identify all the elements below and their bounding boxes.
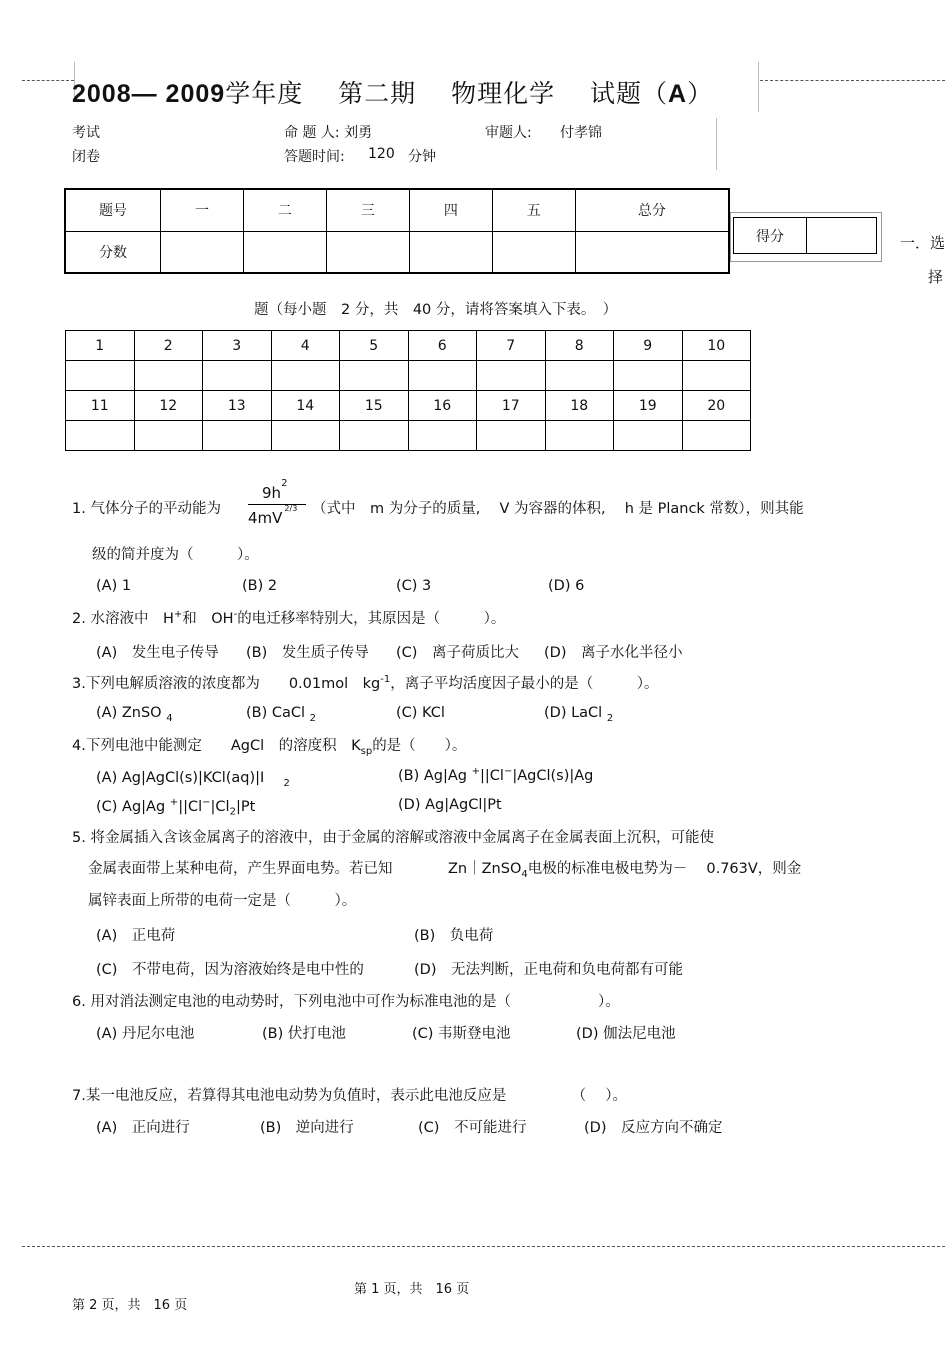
q1-option-b[interactable]: (B) 2 xyxy=(242,578,278,594)
q1-num-sup: 2 xyxy=(281,478,288,489)
q3-text-a: 3.下列电解质溶液的浓度都为 0.01mol kg xyxy=(72,676,381,692)
score-row-label: 分数 xyxy=(65,231,161,273)
answer-input-cell[interactable] xyxy=(66,421,135,451)
q4-option-b-sup2: − xyxy=(503,766,513,777)
q6-option-c[interactable]: (C) 韦斯登电池 xyxy=(412,1026,511,1042)
q7-option-d[interactable]: (D) 反应方向不确定 xyxy=(584,1120,723,1136)
q3-option-a-sub: 4 xyxy=(166,712,173,724)
exam-label: 考试 xyxy=(72,125,100,141)
answer-number-cell: 6 xyxy=(408,331,477,361)
top-right-dashed-line xyxy=(760,80,945,81)
answer-number-cell: 15 xyxy=(340,391,409,421)
q7-option-a[interactable]: (A) 正向进行 xyxy=(96,1120,190,1136)
answer-number-cell: 1 xyxy=(66,331,135,361)
side-score-box xyxy=(733,217,877,254)
setter-label: 命 题 人: 刘勇 xyxy=(284,125,373,141)
answer-input-cell[interactable] xyxy=(545,421,614,451)
q4-option-c[interactable] xyxy=(96,797,255,818)
answer-input-cell[interactable] xyxy=(408,421,477,451)
q4-option-a-text: (A) Ag|AgCl(s)|KCl(aq)|I xyxy=(96,770,265,786)
q4-option-c-a: (C) Ag|Ag xyxy=(96,798,166,815)
q1-prefix: 1. 气体分子的平动能为 xyxy=(72,501,221,517)
q2-text-a: 2. 水溶液中 H xyxy=(72,611,174,627)
q1-line2: 级的简并度为（ ）。 xyxy=(92,547,259,563)
q2-option-a[interactable]: (A) 发生电子传导 xyxy=(96,645,219,661)
score-header-cell: 五 xyxy=(492,189,575,231)
answer-input-cell[interactable] xyxy=(134,421,203,451)
q4-option-a-sub: 2 xyxy=(283,777,290,789)
answer-input-cell[interactable] xyxy=(271,361,340,391)
q4-text-a: 4.下列电池中能测定 AgCl 的溶度积 K xyxy=(72,738,361,754)
answer-input-cell[interactable] xyxy=(340,361,409,391)
q5-line2b: Zn｜ZnSO xyxy=(448,861,522,877)
page-number-left: 第 2 页，共 16 页 xyxy=(72,1298,188,1313)
side-score-cell[interactable] xyxy=(807,218,877,254)
score-cell[interactable] xyxy=(492,231,575,273)
reviewer-label: 审题人: xyxy=(485,125,532,141)
q1-numerator xyxy=(262,478,288,502)
answer-input-cell[interactable] xyxy=(203,361,272,391)
q2-option-d[interactable]: (D) 离子水化半径小 xyxy=(544,645,683,661)
q3-option-d-sub: 2 xyxy=(606,712,614,724)
score-cell[interactable] xyxy=(326,231,409,273)
q4-option-b-c: |AgCl(s)|Ag xyxy=(512,767,594,784)
section-side-label-1: 一．选 xyxy=(900,234,946,252)
q2-sup-plus: + xyxy=(173,609,183,621)
answer-input-cell[interactable] xyxy=(66,361,135,391)
q2-option-b[interactable]: (B) 发生质子传导 xyxy=(246,645,369,661)
q4-option-b-sup: + xyxy=(471,766,481,777)
answer-input-cell[interactable] xyxy=(682,361,751,391)
q5-option-c[interactable]: (C) 不带电荷，因为溶液始终是电中性的 xyxy=(96,962,364,978)
q5-line2a: 金属表面带上某种电荷，产生界面电势。若已知 xyxy=(88,861,393,877)
q1-fraction-bar xyxy=(248,504,306,505)
score-header-cell: 总分 xyxy=(575,189,729,231)
answer-input-cell[interactable] xyxy=(271,421,340,451)
q4-option-c-sup2: − xyxy=(202,797,211,808)
q2-text-c: 的电迁移率特别大，其原因是（ ）。 xyxy=(237,611,506,627)
answer-number-cell: 2 xyxy=(134,331,203,361)
answer-number-row xyxy=(66,331,751,361)
time-value: 120 xyxy=(368,146,395,162)
q2-stem xyxy=(72,607,505,628)
bottom-dashed-line xyxy=(22,1246,945,1247)
answer-input-cell[interactable] xyxy=(477,421,546,451)
score-header-cell: 题号 xyxy=(65,189,161,231)
answer-number-cell: 19 xyxy=(614,391,683,421)
q6-stem: 6. 用对消法测定电池的电动势时，下列电池中可作为标准电池的是（ ）。 xyxy=(72,994,620,1010)
q3-option-c[interactable]: (C) KCl xyxy=(396,705,445,721)
answer-input-cell[interactable] xyxy=(477,361,546,391)
q6-option-b[interactable]: (B) 伏打电池 xyxy=(262,1026,346,1042)
q3-option-b-text: (B) CaCl xyxy=(246,705,306,721)
q4-sub: sp xyxy=(360,745,373,757)
top-left-dashed-line xyxy=(22,80,74,81)
q3-option-d[interactable] xyxy=(544,705,613,724)
title-version: A xyxy=(668,80,688,108)
answer-input-cell[interactable] xyxy=(614,421,683,451)
q4-option-c-c: |Cl xyxy=(210,798,230,815)
section-side-label-2: 择 xyxy=(928,268,944,286)
q5-option-b[interactable]: (B) 负电荷 xyxy=(414,928,494,944)
title-close: ） xyxy=(687,79,714,108)
answer-input-cell[interactable] xyxy=(408,361,477,391)
score-value-row xyxy=(65,231,729,273)
q3-text-b: ，离子平均活度因子最小的是（ ）。 xyxy=(390,676,659,692)
q2-option-c[interactable]: (C) 离子荷质比大 xyxy=(396,645,519,661)
answer-number-cell: 9 xyxy=(614,331,683,361)
q1-fraction xyxy=(244,478,308,530)
exam-title xyxy=(72,74,713,110)
answer-number-cell: 11 xyxy=(66,391,135,421)
answer-number-cell: 14 xyxy=(271,391,340,421)
q5-line1: 5. 将金属插入含该金属离子的溶液中，由于金属的溶解或溶液中金属离子在金属表面上沉积，可能使 xyxy=(72,830,714,846)
q2-sup-minus: - xyxy=(233,609,238,621)
q6-option-a[interactable]: (A) 丹尼尔电池 xyxy=(96,1026,195,1042)
page-number-center: 第 1 页，共 16 页 xyxy=(354,1282,470,1297)
q1-option-d[interactable]: (D) 6 xyxy=(548,578,585,594)
score-cell[interactable] xyxy=(161,231,244,273)
answer-number-row xyxy=(66,391,751,421)
answer-number-cell: 13 xyxy=(203,391,272,421)
q4-option-b-a: (B) Ag|Ag xyxy=(398,767,468,784)
q4-stem xyxy=(72,734,466,757)
q1-rest: （式中 m 为分子的质量, V 为容器的体积, h 是 Planck 常数），则其能 xyxy=(312,501,804,517)
answer-grid xyxy=(65,330,751,451)
q5-option-d[interactable]: (D) 无法判断，正电荷和负电荷都有可能 xyxy=(414,962,683,978)
side-score-label: 得分 xyxy=(734,218,807,254)
q7-option-b[interactable]: (B) 逆向进行 xyxy=(260,1120,354,1136)
answer-input-cell[interactable] xyxy=(545,361,614,391)
score-cell[interactable] xyxy=(575,231,729,273)
time-unit: 分钟 xyxy=(408,149,436,165)
q4-option-b[interactable] xyxy=(398,766,593,784)
q5-line2-rest xyxy=(448,857,801,880)
answer-number-cell: 20 xyxy=(682,391,751,421)
answer-number-cell: 4 xyxy=(271,331,340,361)
answer-input-cell[interactable] xyxy=(203,421,272,451)
q1-denominator xyxy=(248,504,298,527)
answer-input-cell[interactable] xyxy=(682,421,751,451)
q7-option-c[interactable]: (C) 不可能进行 xyxy=(418,1120,527,1136)
q1-den-text: 4mV xyxy=(248,509,283,527)
q3-stem xyxy=(72,672,658,693)
q4-option-a[interactable] xyxy=(96,766,290,789)
q4-text-b: 的是（ ）。 xyxy=(372,738,467,754)
score-header-row xyxy=(65,189,729,231)
answer-input-row xyxy=(66,361,751,391)
q7-stem: 7.某一电池反应，若算得其电池电动势为负值时，表示此电池反应是 （ ）。 xyxy=(72,1088,627,1104)
answer-input-cell[interactable] xyxy=(614,361,683,391)
answer-input-row xyxy=(66,421,751,451)
answer-input-cell[interactable] xyxy=(134,361,203,391)
q2-text-b: 和 OH xyxy=(182,611,234,627)
title-year: 2008— 2009 xyxy=(72,80,226,108)
q5-option-a[interactable]: (A) 正电荷 xyxy=(96,928,176,944)
answer-input-cell[interactable] xyxy=(340,421,409,451)
q4-option-d[interactable]: (D) Ag|AgCl|Pt xyxy=(398,797,502,813)
q4-option-c-b: ||Cl xyxy=(178,798,203,815)
score-cell[interactable] xyxy=(409,231,492,273)
score-header-cell: 四 xyxy=(409,189,492,231)
q5-line2-sub: 4 xyxy=(521,868,528,880)
answer-number-cell: 12 xyxy=(134,391,203,421)
score-header-cell: 一 xyxy=(161,189,244,231)
answer-number-cell: 17 xyxy=(477,391,546,421)
title-text: 学年度 第二期 物理化学 试题（ xyxy=(225,79,669,108)
answer-number-cell: 7 xyxy=(477,331,546,361)
q3-option-a[interactable] xyxy=(96,705,173,724)
answer-number-cell: 18 xyxy=(545,391,614,421)
info-right-rule xyxy=(716,118,717,170)
q6-option-d[interactable]: (D) 伽法尼电池 xyxy=(576,1026,676,1042)
reviewer-name: 付孝锦 xyxy=(560,125,602,141)
score-cell[interactable] xyxy=(243,231,326,273)
q1-den-sup: 2/3 xyxy=(284,504,298,513)
answer-number-cell: 10 xyxy=(682,331,751,361)
q1-option-c[interactable]: (C) 3 xyxy=(396,578,432,594)
score-header-cell: 二 xyxy=(243,189,326,231)
section-instruction: 题（每小题 2 分，共 40 分，请将答案填入下表。 ） xyxy=(254,302,618,318)
q3-option-b-sub: 2 xyxy=(309,712,317,724)
q1-option-a[interactable]: (A) 1 xyxy=(96,578,132,594)
answer-number-cell: 5 xyxy=(340,331,409,361)
q3-option-a-text: (A) ZnSO xyxy=(96,705,162,721)
score-header-cell: 三 xyxy=(326,189,409,231)
title-right-rule xyxy=(758,62,759,112)
q5-line3: 属锌表面上所带的电荷一定是（ ）。 xyxy=(88,893,357,909)
q4-option-c-sub: 2 xyxy=(229,806,236,818)
q4-option-c-sup: + xyxy=(169,797,179,808)
q5-line2c: 电极的标准电极电势为－ 0.763V，则金 xyxy=(527,861,802,877)
answer-number-cell: 3 xyxy=(203,331,272,361)
time-label: 答题时间: xyxy=(284,149,345,165)
q3-option-d-text: (D) LaCl xyxy=(544,705,603,721)
q3-sup: -1 xyxy=(380,674,391,686)
answer-number-cell: 16 xyxy=(408,391,477,421)
q4-option-c-d: |Pt xyxy=(235,798,256,815)
answer-number-cell: 8 xyxy=(545,331,614,361)
score-table xyxy=(64,188,730,274)
q4-option-b-b: ||Cl xyxy=(480,767,504,784)
closed-book-label: 闭卷 xyxy=(72,149,100,165)
q1-num-text: 9h xyxy=(262,484,282,502)
q3-option-b[interactable] xyxy=(246,705,316,724)
